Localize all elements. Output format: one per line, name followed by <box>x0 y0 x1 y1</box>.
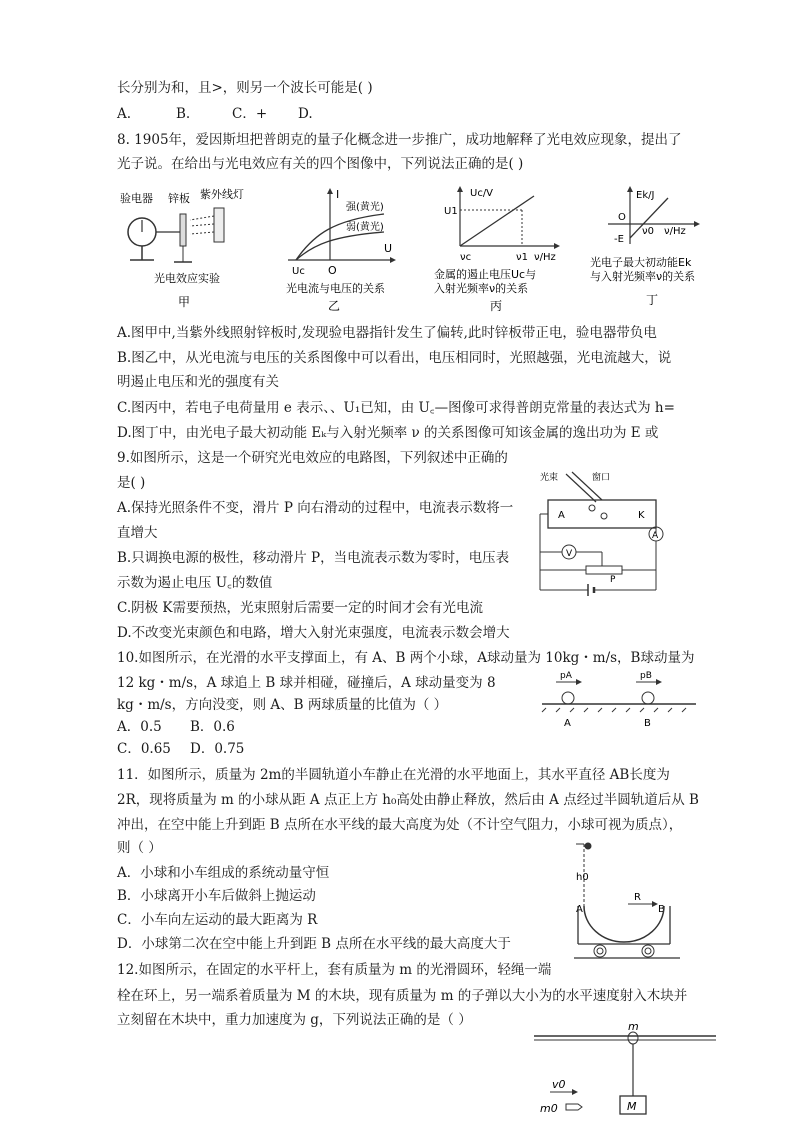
axis-uc-label: Uc/V <box>470 188 494 199</box>
fig-ding-caption1: 光电子最大初动能Ek <box>590 256 692 269</box>
axis-ek-label: Ek/J <box>636 190 655 201</box>
radius-label: R <box>634 892 641 903</box>
origin-label-ding: O <box>618 212 626 223</box>
label-zinc-plate: 锌板 <box>168 192 190 205</box>
label-uv-lamp: 紫外线灯 <box>200 188 244 201</box>
q11-option-d: D．小球第二次在空中能上升到距 B 点所在水平线的最大高度大于 <box>117 936 511 952</box>
fig-jia-tag: 甲 <box>178 295 191 309</box>
rheostat <box>586 566 622 574</box>
q11-question-line2: 2R，现将质量为 m 的小球从距 A 点正上方 h₀高处由静止释放，然后由 A 点经过半圆轨道后从 B <box>117 792 699 808</box>
ball-b-label: B <box>644 718 651 729</box>
h0-label: h0 <box>576 872 589 883</box>
q11-option-a: A．小球和小车组成的系统动量守恒 <box>117 865 330 881</box>
pa-label: pA <box>560 671 572 681</box>
ring-mass-label: m <box>628 1020 639 1033</box>
fig-ding-tag: 丁 <box>646 293 659 307</box>
q9-option-b-line1: B.只调换电源的极性，移动滑片 P，当电流表示数为零时，电压表 <box>117 550 510 566</box>
wheel-right <box>642 945 654 957</box>
m0-label: m0 <box>540 1102 558 1115</box>
fig-ding-caption2: 与入射光频率ν的关系 <box>590 270 696 283</box>
bullet <box>566 1104 582 1110</box>
uc-label: Uc <box>292 266 305 277</box>
ball-a-label: A <box>564 718 571 729</box>
q7-question-tail: 长分别为和，且>，则另一个波长可能是( ) <box>117 80 373 96</box>
slider-p-label: P <box>610 575 616 585</box>
figure-ding <box>588 184 718 314</box>
fig-yi-caption: 光电流与电压的关系 <box>286 282 385 295</box>
q9-option-a-line2: 直增大 <box>117 525 158 541</box>
q7-option-d: D. <box>298 106 313 122</box>
q10-question-line3: kg・m/s，方向没变，则 A、B 两球质量的比值为（ ） <box>117 697 448 713</box>
axis-nu-label: ν/Hz <box>534 252 556 263</box>
point-a-label: A <box>576 904 583 915</box>
ball-b <box>642 692 654 704</box>
q10-question-line2: 12 kg・m/s，A 球追上 B 球并相碰，碰撞后，A 球动量变为 8 <box>117 675 496 691</box>
q12-question-line2: 栓在环上，另一端系着质量为 M 的木块，现有质量为 m 的子弹以大小为的水平速度射入木块并 <box>117 988 688 1004</box>
nuc-label: νc <box>460 252 472 263</box>
q11-question-line1: 11．如图所示，质量为 2m的半圆轨道小车静止在光滑的水平地面上，其水平直径 AB长度为 <box>117 767 670 783</box>
strong-label: 强(黄光) <box>346 202 384 213</box>
q9-option-d: D.不改变光束颜色和电路，增大入射光束强度，电流表示数会增大 <box>117 625 510 641</box>
figure-q11-cart <box>574 840 684 962</box>
uv-lamp <box>214 208 224 242</box>
neg-e-label: -E <box>614 234 624 245</box>
q8-option-b-line2: 明遏止电压和光的强度有关 <box>117 374 279 390</box>
u1-label: U1 <box>444 206 458 217</box>
q10-option-d: D．0.75 <box>190 741 245 757</box>
q8-option-d: D.图丁中，由光电子最大初动能 Eₖ与入射光频率 ν 的关系图像可知该金属的逸出功为 E 或 <box>117 425 659 441</box>
q11-option-c: C．小车向左运动的最大距离为 R <box>117 912 318 928</box>
q8-option-c: C.图丙中，若电子电荷量用 e 表示、、U₁已知，由 U꜀—图像可求得普朗克常量的表达式为 h= <box>117 400 675 416</box>
ball-a <box>562 692 574 704</box>
nu0-label: ν0 <box>642 226 654 237</box>
q9-question-line2: 是( ) <box>117 475 146 491</box>
ammeter-label: A <box>652 531 659 541</box>
q11-option-b: B．小球离开小车后做斜上抛运动 <box>117 888 316 904</box>
fig-bing-caption2: 入射光频率ν的关系 <box>434 282 529 295</box>
axis-u-label: U <box>384 242 393 255</box>
label-electroscope: 验电器 <box>120 192 153 205</box>
figure-q9-circuit <box>532 470 682 610</box>
semicircle-track <box>584 906 664 942</box>
q8-question-line1: 8. 1905年，爱因斯坦把普朗克的量子化概念进一步推广，成功地解释了光电效应现象，提出了 <box>117 132 682 148</box>
fig-bing-tag: 丙 <box>490 299 503 313</box>
q11-question-line3: 冲出，在空中能上升到距 B 点所在水平线的最大高度为处（不计空气阻力，小球可视为质点）， <box>117 817 683 833</box>
uc-nu-line <box>460 196 534 246</box>
q8-question-line2: 光子说。在给出与光电效应有关的四个图像中，下列说法正确的是( ) <box>117 156 524 172</box>
q9-option-a-line1: A.保持光照条件不变，滑片 P 向右滑动的过程中，电流表示数将一 <box>117 500 514 516</box>
wheel-left <box>594 945 606 957</box>
q12-question-line3: 立刻留在木块中，重力加速度为 g，下列说法正确的是（ ） <box>117 1012 472 1028</box>
q9-option-c: C.阴极 K需要预热，光束照射后需要一定的时间才会有光电流 <box>117 600 484 616</box>
fig-jia-caption: 光电效应实验 <box>154 272 220 285</box>
q7-option-b: B. <box>176 106 191 122</box>
q8-option-a: A.图甲中,当紫外线照射锌板时,发现验电器指针发生了偏转,此时锌板带正电，验电器带负电 <box>117 325 657 341</box>
q8-option-b-line1: B.图乙中，从光电流与电压的关系图像中可以看出，电压相同时，光照越强，光电流越大，说 <box>117 350 672 366</box>
pb-label: pB <box>640 671 652 681</box>
q12-question-line1: 12.如图所示，在固定的水平杆上，套有质量为 m 的光滑圆环，轻绳一端 <box>117 962 552 978</box>
small-ball <box>585 843 592 850</box>
axis-nu-label-ding: ν/Hz <box>664 226 686 237</box>
figure-q12-block <box>530 1018 720 1120</box>
q11-question-line4: 则（ ） <box>117 840 162 856</box>
block-mass-label: M <box>627 1100 637 1113</box>
axis-i-label: I <box>336 188 340 201</box>
q9-question-line1: 9.如图所示，这是一个研究光电效应的电路图，下列叙述中正确的 <box>117 450 508 466</box>
q10-option-a: A．0.5 <box>117 719 162 735</box>
weak-label: 弱(黄光) <box>346 222 384 233</box>
figure-bing <box>430 184 570 314</box>
anode-label: A <box>558 510 565 521</box>
voltmeter-label: V <box>566 549 573 559</box>
q9-option-b-line2: 示数为遏止电压 U꜀的数值 <box>117 575 273 591</box>
strong-light-curve <box>296 214 384 260</box>
cathode-label: K <box>638 510 645 521</box>
sliding-ring <box>628 1032 638 1044</box>
light-beam-label: 光束 <box>540 473 559 483</box>
weak-light-curve <box>296 232 384 260</box>
figure-jia <box>118 184 268 314</box>
q10-option-b: B．0.6 <box>190 719 235 735</box>
q7-option-c: C．+ <box>232 106 268 122</box>
zinc-plate <box>180 214 186 246</box>
figure-yi <box>284 184 414 314</box>
q10-question-line1: 10.如图所示，在光滑的水平支撑面上，有 A、B 两个小球，A球动量为 10kg・m/s，B球动量为 <box>117 650 695 666</box>
figure-q10-balls <box>540 668 700 730</box>
origin-label: O <box>328 264 337 277</box>
v0-label: v0 <box>552 1078 566 1091</box>
q10-option-c: C．0.65 <box>117 741 171 757</box>
point-b-label: B <box>658 904 665 915</box>
window-label: 窗口 <box>592 473 611 483</box>
nu1-label: ν1 <box>516 252 528 263</box>
fig-yi-tag: 乙 <box>328 299 341 313</box>
fig-bing-caption1: 金属的遏止电压Uc与 <box>434 268 537 281</box>
q7-option-a: A. <box>117 106 132 122</box>
